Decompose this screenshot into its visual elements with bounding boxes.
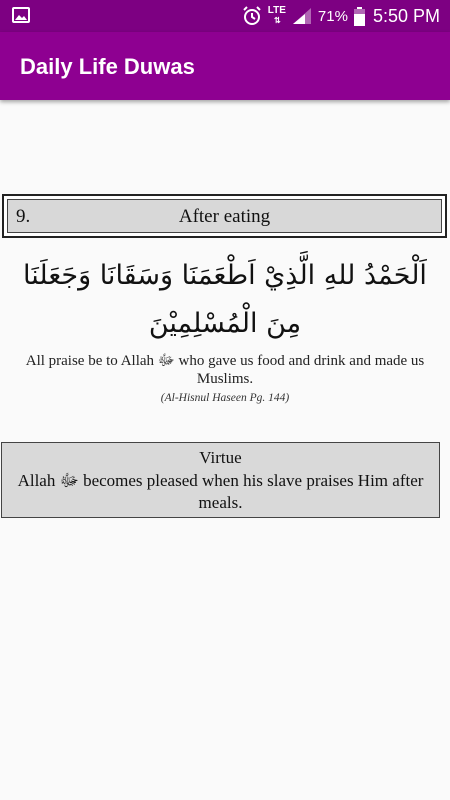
app-title: Daily Life Duwas — [20, 54, 195, 79]
battery-icon — [354, 7, 365, 26]
virtue-heading: Virtue — [199, 448, 242, 467]
data-arrows-icon: ⇅ — [273, 16, 280, 25]
dua-heading-box — [2, 194, 447, 238]
gallery-notification-icon — [12, 7, 30, 23]
battery-percent: 71% — [317, 7, 348, 25]
clock: 5:50 PM — [372, 5, 440, 26]
dua-content[interactable] — [0, 100, 450, 800]
virtue-text: Allah ﷻ becomes pleased when his slave praises Him after meals. — [17, 471, 424, 512]
status-bar — [0, 0, 450, 32]
network-type-label: LTE — [267, 5, 286, 16]
dua-reference: (Al-Hisnul Haseen Pg. 144) — [160, 392, 290, 404]
dua-number: 9. — [16, 206, 31, 227]
dua-heading-inner — [7, 199, 442, 233]
app-bar — [0, 32, 450, 100]
virtue-box — [1, 442, 440, 518]
lte-indicator — [268, 6, 286, 26]
dua-translation: All praise be to Allah ﷻ who gave us food and drink and made us Muslims. — [25, 353, 425, 387]
dua-arabic-text: اَلْحَمْدُ للهِ الَّذِيْ اَطْعَمَنَا وَسَقَانَا وَجَعَلَنَا مِنَ الْمُسْلِمِيْنَ — [23, 260, 427, 339]
dua-title: After eating — [178, 206, 271, 227]
alarm-icon — [242, 6, 262, 26]
signal-icon — [292, 7, 312, 25]
